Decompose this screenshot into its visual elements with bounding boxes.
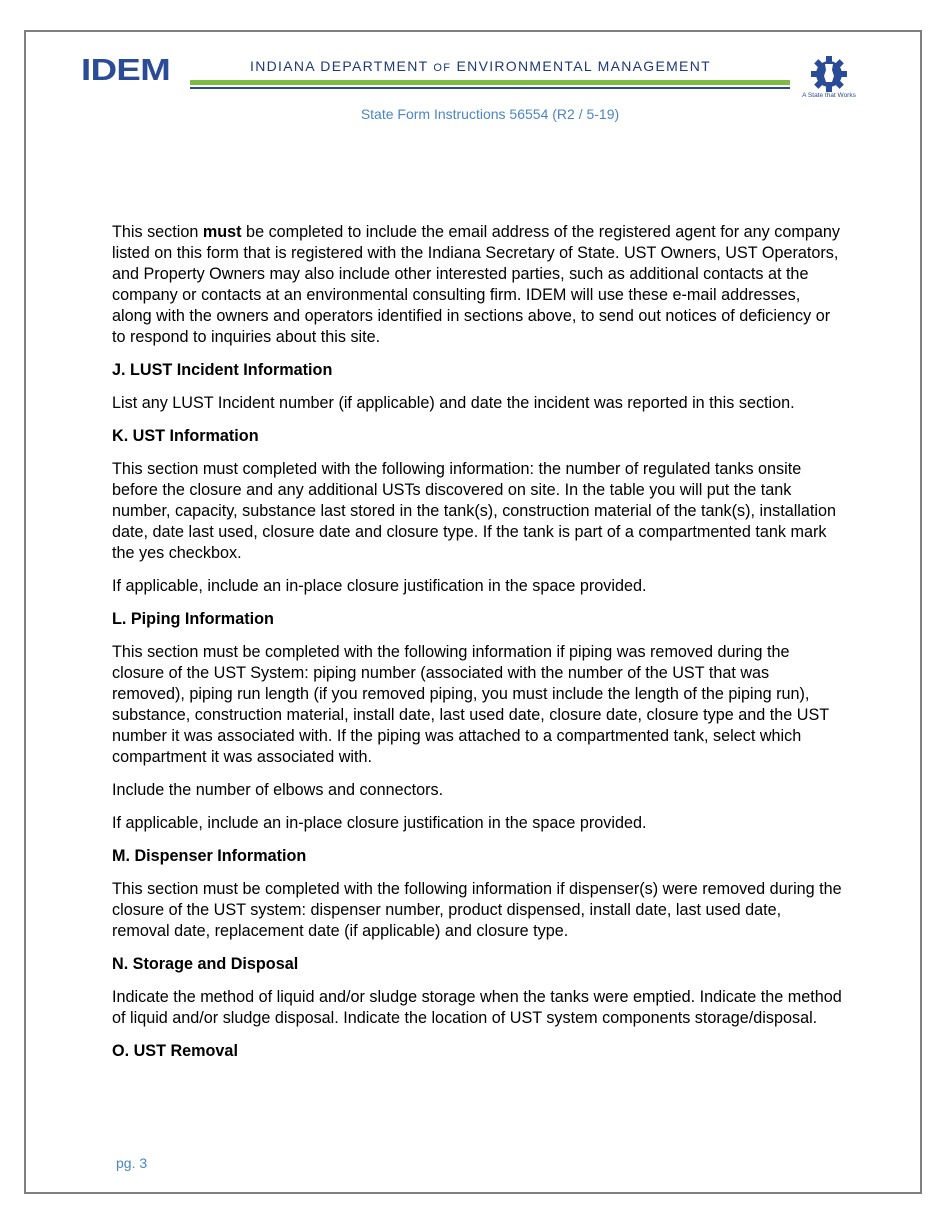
section-l-elbows: Include the number of elbows and connectors.: [112, 781, 444, 799]
header-rule-blue: [190, 87, 790, 89]
section-k-heading: K. UST Information: [112, 427, 259, 445]
section-o-heading: O. UST Removal: [112, 1042, 238, 1060]
section-j-heading: J. LUST Incident Information: [112, 361, 333, 379]
idem-logo: IDEM: [81, 52, 171, 87]
section-m-heading: M. Dispenser Information: [112, 847, 307, 865]
page-number: pg. 3: [116, 1155, 148, 1171]
section-k-text: This section must completed with the following information: the number of regulated tanks onsite before the closure and any additional USTs discovered on site. In the table you will put the tank number, capacity, substance last stored in the tank(s), construction material of the tank(s), installation date, date last used, closure date and closure type. If the tank is part of a compartmented tank mark the yes checkbox.: [112, 460, 836, 562]
seal-tagline: A State that Works: [802, 92, 856, 99]
section-l-justification: If applicable, include an in-place closure justification in the space provided.: [112, 814, 647, 832]
department-name-of: OF: [433, 62, 452, 74]
intro-paragraph: This section must be completed to include the email address of the registered agent for any company listed on this form that is registered with the Indiana Secretary of State. UST Owners, UST Operators, and Property Owners may also include other interested parties, such as additional contacts at the company or contacts at an environmental consulting firm. IDEM will use these e-mail addresses, along with the owners and operators identified in sections above, to send out notices of deficiency or to respond to inquiries about this site.: [112, 223, 840, 346]
section-m-text: This section must be completed with the following information if dispenser(s) were removed during the closure of the UST system: dispenser number, product dispensed, install date, last used date, removal date, replacement date (if applicable) and closure type.: [112, 880, 842, 940]
section-n-text: Indicate the method of liquid and/or sludge storage when the tanks were emptied. Indicate the method of liquid and/or sludge disposal. Indicate the location of UST system components storage/disposal.: [112, 988, 842, 1027]
section-l-text: This section must be completed with the following information if piping was removed during the closure of the UST System: piping number (associated with the number of the UST that was removed), piping run length (if you removed piping, you must include the length of the piping run), substance, construction material, install date, last used date, closure date, closure type and the UST number it was associated with. If the piping was attached to a compartmented tank, select which compartment it was associated with.: [112, 643, 829, 766]
section-k-justification: If applicable, include an in-place closure justification in the space provided.: [112, 577, 647, 595]
department-name: [250, 58, 711, 74]
department-name-post: ENVIRONMENTAL MANAGEMENT: [456, 58, 711, 74]
instructions-content: [112, 222, 842, 1074]
form-id: State Form Instructions 56554 (R2 / 5-19): [360, 106, 620, 122]
header-rule-green: [190, 80, 790, 85]
section-n-heading: N. Storage and Disposal: [112, 955, 299, 973]
department-name-pre: INDIANA DEPARTMENT: [250, 58, 429, 74]
section-l-heading: L. Piping Information: [112, 610, 274, 628]
section-j-text: List any LUST Incident number (if applicable) and date the incident was reported in this section.: [112, 394, 795, 412]
